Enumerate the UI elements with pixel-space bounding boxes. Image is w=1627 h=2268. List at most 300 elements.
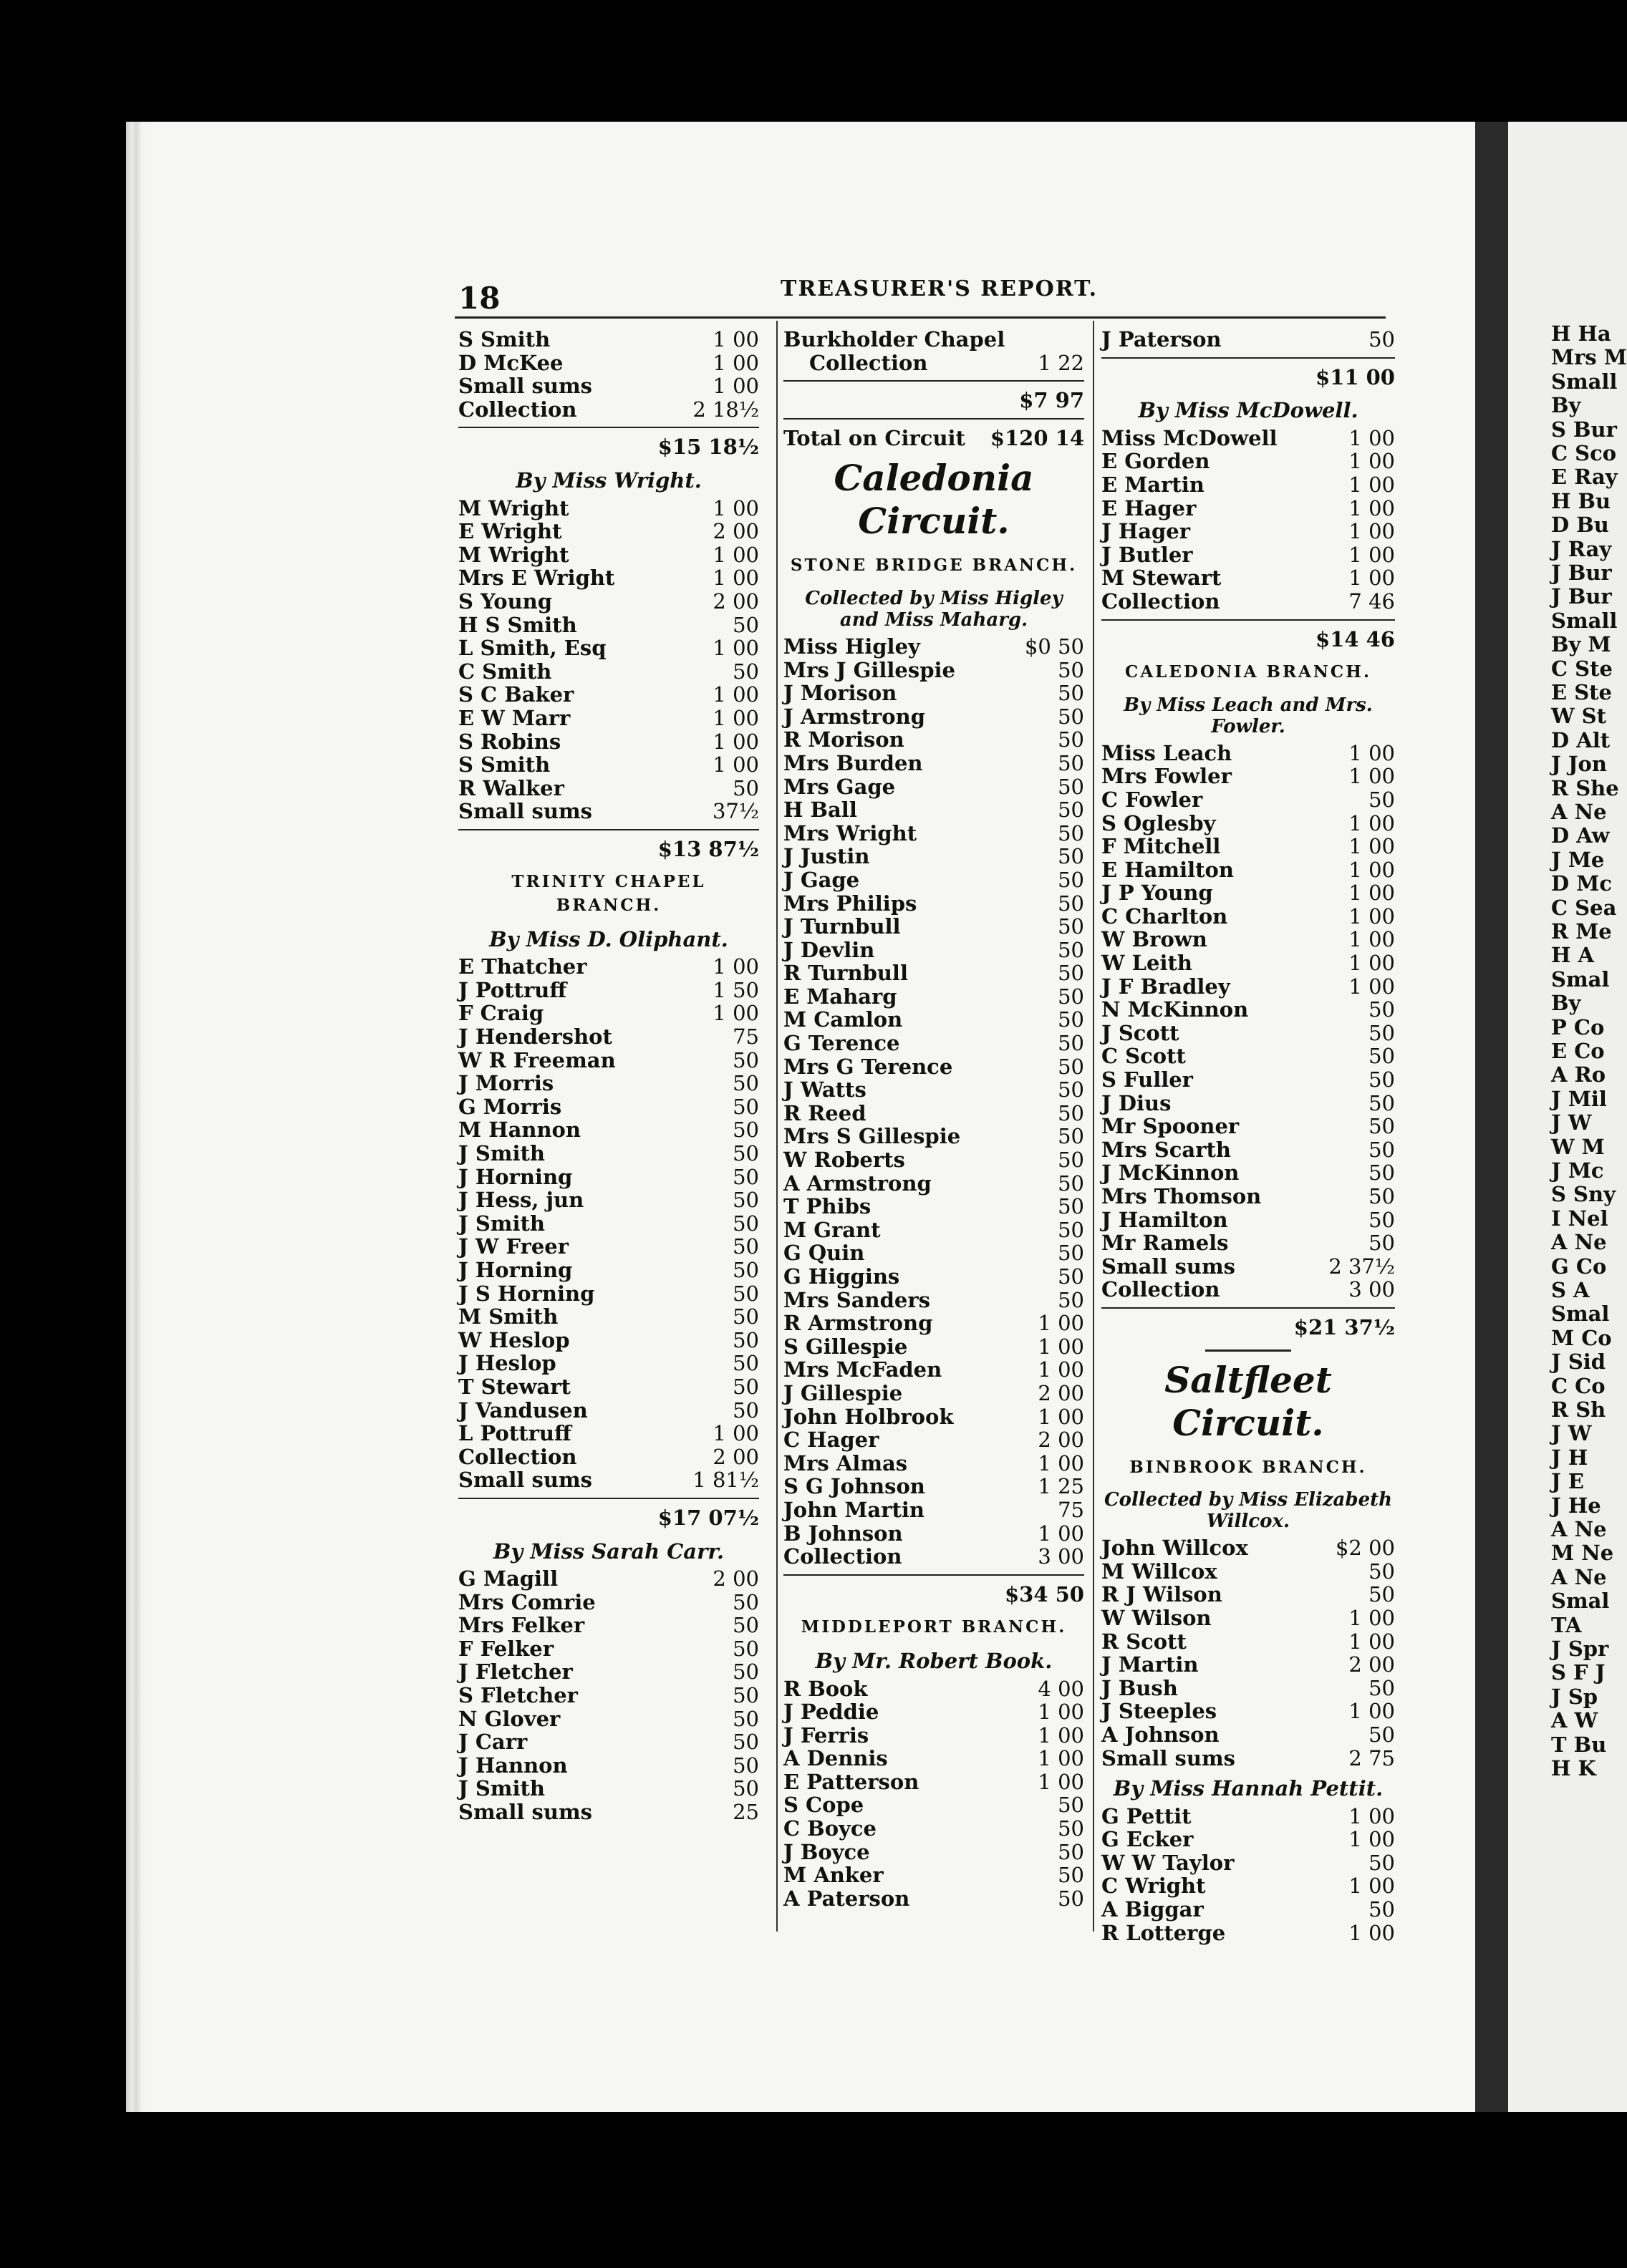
donor-name: J Martin: [1101, 1652, 1199, 1677]
donor-name: S Oglesby: [1101, 810, 1216, 835]
amount: 1 00: [1038, 1450, 1084, 1475]
amount: 50: [1058, 1077, 1084, 1102]
donor-name: E W Marr: [458, 705, 571, 730]
donor-name: Collection: [1101, 588, 1220, 614]
donor-name: G Ecker: [1101, 1827, 1194, 1852]
ledger-row: [783, 1218, 1084, 1242]
fragment-text: R Sh: [1551, 1397, 1606, 1422]
donor-name: R Armstrong: [783, 1311, 933, 1336]
branch-heading: TRINITY CHAPEL BRANCH.: [511, 872, 706, 916]
donor-name: S C Baker: [458, 682, 574, 707]
donor-name: J Watts: [783, 1077, 866, 1102]
donor-name: J Morison: [783, 681, 897, 706]
ledger-row: [458, 1660, 759, 1684]
amount: 1 00: [713, 1421, 759, 1446]
amount: 1 00: [1348, 1605, 1395, 1630]
fragment-text: C Ste: [1551, 656, 1613, 681]
amount: 1 00: [1038, 1722, 1084, 1748]
donor-name: J Morris: [458, 1071, 554, 1096]
donor-name: J F Bradley: [1101, 974, 1230, 999]
amount: 1 81½: [692, 1468, 759, 1493]
fragment-text: J Sp: [1551, 1684, 1598, 1709]
fragment-text: Smal: [1551, 1302, 1610, 1327]
donor-name: T Stewart: [458, 1374, 571, 1399]
donor-name: M Wright: [458, 495, 569, 520]
fragment-text: J Ray: [1551, 536, 1612, 561]
ledger-row: [458, 1212, 759, 1236]
ledger-row: [783, 1887, 1084, 1911]
amount: 50: [1058, 1171, 1084, 1196]
donor-name: Miss Higley: [783, 634, 920, 659]
amount: 1 00: [713, 1001, 759, 1026]
amount: 2 00: [1348, 1652, 1395, 1677]
ledger-row: [1101, 1536, 1395, 1560]
fragment-text: C Sea: [1551, 895, 1617, 920]
ledger-row: [1101, 1231, 1395, 1255]
ledger-row: [783, 682, 1084, 705]
ledger-row: [783, 635, 1084, 659]
amount: 50: [733, 1659, 759, 1685]
amount: 1 00: [1348, 1629, 1395, 1654]
fragment-text: J Sid: [1551, 1349, 1606, 1375]
ledger-row: [1101, 1068, 1395, 1092]
amount: 50: [1058, 727, 1084, 752]
ledger-row: [783, 1452, 1084, 1475]
donor-name: S Young: [458, 588, 553, 614]
fragment-text: A Ne: [1551, 1564, 1607, 1589]
amount: 50: [1058, 1100, 1084, 1125]
ledger-row: [1101, 742, 1395, 765]
ledger-row: [1101, 975, 1395, 999]
donor-name: J Carr: [458, 1730, 528, 1755]
ledger-row: [783, 352, 1084, 375]
ledger-row: [458, 1684, 759, 1707]
donor-name: E Wright: [458, 519, 562, 544]
fragment-text: By M: [1551, 632, 1611, 657]
donor-name: J Armstrong: [783, 704, 925, 729]
ledger-row: [1101, 998, 1395, 1022]
donor-name: J McKinnon: [1101, 1160, 1240, 1186]
fragment-text: I Nel: [1551, 1206, 1608, 1231]
ledger-row: [458, 328, 759, 352]
fragment-text: D Mc: [1551, 871, 1613, 896]
fragment-text: D Bu: [1551, 513, 1609, 538]
amount: 1 00: [713, 682, 759, 707]
donor-name: S G Johnson: [783, 1474, 925, 1499]
ledger-row: [783, 1265, 1084, 1289]
amount: 1 00: [713, 542, 759, 567]
donor-name: J Justin: [783, 844, 870, 869]
fragment-text: J W: [1551, 1110, 1592, 1135]
donor-name: Mrs Gage: [783, 774, 896, 799]
donor-name: C Scott: [1101, 1044, 1186, 1069]
donor-name: Collection: [1101, 1277, 1220, 1302]
ledger-row: [1101, 1700, 1395, 1723]
amount: 50: [733, 775, 759, 800]
amount: 50: [733, 1636, 759, 1661]
amount: 1 00: [713, 350, 759, 375]
donor-name: C Smith: [458, 659, 552, 684]
amount: 50: [1368, 1160, 1395, 1186]
ledger-row: [458, 1025, 759, 1049]
ledger-row: [458, 1777, 759, 1801]
amount: 75: [733, 1024, 759, 1050]
fragment-text: A Ne: [1551, 1230, 1607, 1255]
ledger-row: [1101, 858, 1395, 882]
column-divider: [776, 321, 778, 1932]
amount: 25: [733, 1800, 759, 1825]
ledger-row: [458, 660, 759, 684]
amount: 50: [733, 1118, 759, 1143]
donor-name: John Martin: [783, 1497, 924, 1522]
fragment-text: G Co: [1551, 1254, 1607, 1279]
amount: 50: [1058, 1886, 1084, 1911]
total: $17 07½: [458, 1498, 759, 1530]
donor-name: J Pottruff: [458, 977, 567, 1002]
ledger-row: [783, 1335, 1084, 1359]
amount: 1 25: [1038, 1474, 1084, 1499]
donor-name: Mr Spooner: [1101, 1114, 1240, 1139]
amount: 50: [1058, 1264, 1084, 1289]
ledger-row: [1101, 1255, 1395, 1279]
ledger-row: [458, 683, 759, 707]
amount: 50: [1368, 327, 1395, 352]
amount: 50: [733, 1589, 759, 1614]
donor-name: M Wright: [458, 542, 569, 567]
donor-name: Mrs E Wright: [458, 566, 615, 591]
ledger-row: [783, 1358, 1084, 1382]
donor-name: D McKee: [458, 350, 564, 375]
ledger-row: [783, 1747, 1084, 1770]
ledger-row: [458, 1801, 759, 1824]
donor-name: S Gillespie: [783, 1334, 908, 1359]
circuit-total: $120 14: [990, 425, 1084, 450]
ledger-row: [1101, 497, 1395, 520]
donor-name: Miss McDowell: [1101, 425, 1278, 450]
donor-name: M Camlon: [783, 1007, 903, 1032]
collector-heading: By Miss Sarah Carr.: [493, 1538, 725, 1564]
amount: 50: [733, 1397, 759, 1423]
donor-name: H S Smith: [458, 612, 577, 637]
ledger-row: [458, 520, 759, 543]
donor-name: J P Young: [1101, 881, 1213, 906]
ledger-row: [1101, 328, 1395, 352]
amount: 1 00: [1348, 495, 1395, 520]
donor-name: L Smith, Esq: [458, 636, 607, 661]
column-divider: [1093, 321, 1094, 1932]
donor-name: N Glover: [458, 1706, 561, 1731]
amount: 2 00: [1038, 1428, 1084, 1453]
donor-name: G Morris: [458, 1094, 562, 1119]
donor-name: J Smith: [458, 1141, 545, 1166]
donor-name: A Johnson: [1101, 1722, 1220, 1747]
branch-heading: MIDDLEPORT BRANCH.: [801, 1617, 1067, 1637]
amount: 50: [733, 1188, 759, 1213]
ledger-row: [783, 1148, 1084, 1172]
ledger-row: [1101, 520, 1395, 543]
amount: 1 00: [713, 327, 759, 352]
amount: 50: [1058, 1839, 1084, 1864]
ledger-row: [1101, 1851, 1395, 1875]
ledger-row: [783, 798, 1084, 822]
donor-name: Collection: [458, 397, 577, 422]
donor-name: C Fowler: [1101, 787, 1203, 812]
amount: 50: [1368, 1020, 1395, 1045]
amount: 1 00: [713, 729, 759, 754]
donor-name: E Thatcher: [458, 954, 587, 979]
amount: 2 37½: [1328, 1254, 1395, 1279]
amount: 1 00: [1038, 1357, 1084, 1382]
amount: 1 00: [1348, 566, 1395, 591]
fragment-text: J H: [1551, 1445, 1588, 1470]
donor-name: J Smith: [458, 1211, 545, 1236]
amount: 1 00: [1348, 903, 1395, 929]
ledger-row: [1101, 1922, 1395, 1945]
ledger-row: [1101, 1115, 1395, 1138]
ledger-row: [1101, 1898, 1395, 1922]
amount: 2 18½: [692, 397, 759, 422]
branch-heading: STONE BRIDGE BRANCH.: [790, 556, 1078, 576]
donor-name: John Willcox: [1101, 1536, 1248, 1561]
ledger-row: [783, 1841, 1084, 1864]
fragment-text: R Me: [1551, 919, 1612, 944]
ledger-row: [458, 1235, 759, 1259]
donor-name: M Grant: [783, 1217, 881, 1242]
amount: 50: [1058, 914, 1084, 939]
donor-name: A Armstrong: [783, 1171, 932, 1196]
ledger-row: [1101, 788, 1395, 812]
donor-name: F Mitchell: [1101, 834, 1221, 859]
amount: 50: [1368, 1207, 1395, 1232]
donor-name: J Boyce: [783, 1839, 870, 1864]
amount: 50: [1058, 1863, 1084, 1888]
ledger-row: [458, 1399, 759, 1423]
amount: 1 00: [1348, 472, 1395, 497]
ledger-row: [458, 777, 759, 800]
donor-name: J Paterson: [1101, 327, 1222, 352]
donor-name: Mr Ramels: [1101, 1231, 1229, 1256]
donor-name: Small sums: [458, 1468, 592, 1493]
fragment-text: M Ne: [1551, 1541, 1614, 1566]
running-head: TREASURER'S REPORT.: [781, 276, 1099, 301]
amount: 37½: [712, 799, 759, 824]
ledger-row: [458, 1422, 759, 1445]
ledger-row: [783, 892, 1084, 916]
collector-heading: By Miss McDowell.: [1138, 398, 1358, 423]
ledger-row: [458, 1352, 759, 1375]
ledger-row: [458, 1095, 759, 1119]
ledger-row: [1101, 1208, 1395, 1232]
donor-name: G Terence: [783, 1031, 900, 1056]
amount: 3 00: [1038, 1544, 1084, 1569]
donor-name: J Turnbull: [783, 914, 901, 939]
ledger-row: [1101, 1185, 1395, 1208]
amount: 50: [733, 1257, 759, 1282]
donor-name: Small sums: [458, 1800, 592, 1825]
amount: 1 00: [1038, 1700, 1084, 1725]
book-spine: [1475, 122, 1508, 2112]
donor-name: J Horning: [458, 1257, 573, 1282]
fragment-text: W St: [1551, 704, 1607, 729]
ledger-row: [458, 1591, 759, 1614]
donor-name: J Bush: [1101, 1675, 1178, 1700]
donor-name: S Fuller: [1101, 1067, 1193, 1092]
collector-heading: By Miss Leach and Mrs. Fowler.: [1124, 694, 1373, 737]
amount: 1 00: [713, 954, 759, 979]
ledger-row: [1101, 450, 1395, 473]
donor-name: N McKinnon: [1101, 997, 1249, 1022]
amount: 1 00: [1038, 1404, 1084, 1429]
ledger-row: [458, 636, 759, 660]
donor-name: E Hamilton: [1101, 857, 1234, 882]
ledger-row: [783, 1475, 1084, 1498]
donor-name: Collection: [809, 350, 928, 375]
amount: 1 00: [1348, 519, 1395, 544]
ledger-row: [1101, 473, 1395, 497]
collector-heading: By Mr. Robert Book.: [815, 1648, 1053, 1673]
donor-name: R Scott: [1101, 1629, 1187, 1654]
ledger-row: [458, 1614, 759, 1637]
ledger-row: [783, 1724, 1084, 1748]
fragment-text: Smal: [1551, 1589, 1610, 1614]
amount: $2 00: [1335, 1536, 1395, 1561]
amount: 50: [1058, 1194, 1084, 1219]
amount: 50: [733, 1683, 759, 1708]
amount: 50: [1368, 787, 1395, 812]
amount: 7 46: [1348, 588, 1395, 614]
donor-name: Miss Leach: [1101, 740, 1232, 765]
donor-name: G Magill: [458, 1566, 559, 1591]
amount: 50: [1368, 997, 1395, 1022]
fragment-text: S A: [1551, 1278, 1590, 1302]
ledger-row: [1101, 928, 1395, 951]
donor-name: S Fletcher: [458, 1683, 578, 1708]
ledger-row: [1101, 1747, 1395, 1770]
ledger-row: [1101, 1653, 1395, 1677]
donor-name: Mrs Felker: [458, 1613, 585, 1638]
donor-name: J Hendershot: [458, 1024, 612, 1050]
fragment-text: J Bur: [1551, 561, 1612, 585]
page-number: 18: [458, 281, 501, 316]
ledger-row: [1101, 1161, 1395, 1185]
fragment-text: J Spr: [1551, 1637, 1609, 1661]
collector-heading: Collected by Miss Higley and Miss Maharg.: [805, 587, 1063, 631]
amount: 50: [1058, 657, 1084, 682]
ledger-row: [458, 1259, 759, 1282]
ledger-row: [458, 979, 759, 1002]
header-rule: [455, 316, 1386, 319]
amount: 1 00: [1348, 834, 1395, 859]
amount: 50: [733, 1706, 759, 1731]
amount: 1 00: [1348, 927, 1395, 952]
fragment-text: S Sny: [1551, 1182, 1616, 1207]
fragment-text: E Ray: [1551, 465, 1618, 490]
ledger-row: [1101, 1606, 1395, 1630]
collector-heading: By Miss Wright.: [516, 467, 702, 493]
donor-name: J W Freer: [458, 1234, 569, 1259]
ledger-row: [783, 1677, 1084, 1701]
amount: 50: [1058, 1054, 1084, 1079]
donor-name: J Hess, jun: [458, 1188, 584, 1213]
donor-name: E Martin: [1101, 472, 1204, 497]
fragment-text: By: [1551, 991, 1581, 1016]
ledger-row: [1101, 1630, 1395, 1654]
amount: $0 50: [1024, 634, 1084, 659]
ledger-row: [1101, 566, 1395, 590]
amount: 1 00: [1348, 951, 1395, 976]
circuit-total-row: [783, 418, 1084, 450]
amount: 50: [1058, 1241, 1084, 1266]
donor-name: M Anker: [783, 1863, 884, 1888]
donor-name: Small sums: [458, 374, 592, 399]
right-page: [1508, 122, 1627, 2112]
amount: 1 00: [1348, 425, 1395, 450]
amount: 50: [1368, 1090, 1395, 1115]
donor-name: R Morison: [783, 727, 904, 752]
ledger-row: [1101, 765, 1395, 788]
donor-name: R Walker: [458, 775, 564, 800]
ledger-row: [458, 497, 759, 520]
fragment-text: S F J: [1551, 1660, 1606, 1685]
donor-name: E Hager: [1101, 495, 1197, 520]
circuit-total-label: Total on Circuit: [783, 425, 965, 450]
donor-name: G Quin: [783, 1241, 865, 1266]
ledger-row: [783, 915, 1084, 939]
branch-heading: BINBROOK BRANCH.: [1129, 1457, 1367, 1477]
ledger-row: [458, 1118, 759, 1142]
donor-name: J Heslop: [458, 1351, 556, 1376]
ledger-row: [1101, 835, 1395, 858]
ledger-row: [783, 868, 1084, 892]
amount: 50: [1058, 750, 1084, 775]
donor-name: Collection: [783, 1544, 902, 1569]
amount: 50: [733, 1141, 759, 1166]
ledger-row: [1101, 427, 1395, 450]
donor-name: J Vandusen: [458, 1397, 588, 1423]
ledger-row: [1101, 1022, 1395, 1045]
fragment-text: E Ste: [1551, 680, 1612, 704]
donor-name: R J Wilson: [1101, 1582, 1222, 1607]
ledger-row: [458, 614, 759, 637]
amount: 1 00: [1038, 1521, 1084, 1546]
donor-name: J Butler: [1101, 542, 1193, 567]
ledger-row: [1101, 1560, 1395, 1584]
ledger-row: [458, 1567, 759, 1591]
ledger-row: [783, 1055, 1084, 1079]
donor-name: W Wilson: [1101, 1605, 1212, 1630]
donor-name: C Charlton: [1101, 903, 1228, 929]
donor-name: J Steeples: [1101, 1699, 1217, 1724]
fragment-text: J E: [1551, 1469, 1584, 1494]
amount: 50: [1058, 681, 1084, 706]
column-3: [1101, 328, 1395, 1944]
ledger-row: [458, 955, 759, 979]
ledger-row: [458, 352, 759, 375]
ledger-row: [1101, 1677, 1395, 1700]
donor-name: J Hager: [1101, 519, 1191, 544]
collector-heading: By Miss Hannah Pettit.: [1113, 1776, 1384, 1801]
ledger-row: [458, 1730, 759, 1754]
amount: 50: [1058, 1124, 1084, 1149]
amount: 50: [1368, 1897, 1395, 1922]
amount: 50: [733, 1211, 759, 1236]
fragment-text: Mrs M: [1551, 345, 1627, 370]
donor-name: R Book: [783, 1676, 868, 1701]
column-2: [783, 328, 1084, 1910]
amount: 50: [1058, 937, 1084, 962]
donor-name: Mrs Thomson: [1101, 1184, 1262, 1208]
donor-name: C Wright: [1101, 1874, 1206, 1899]
